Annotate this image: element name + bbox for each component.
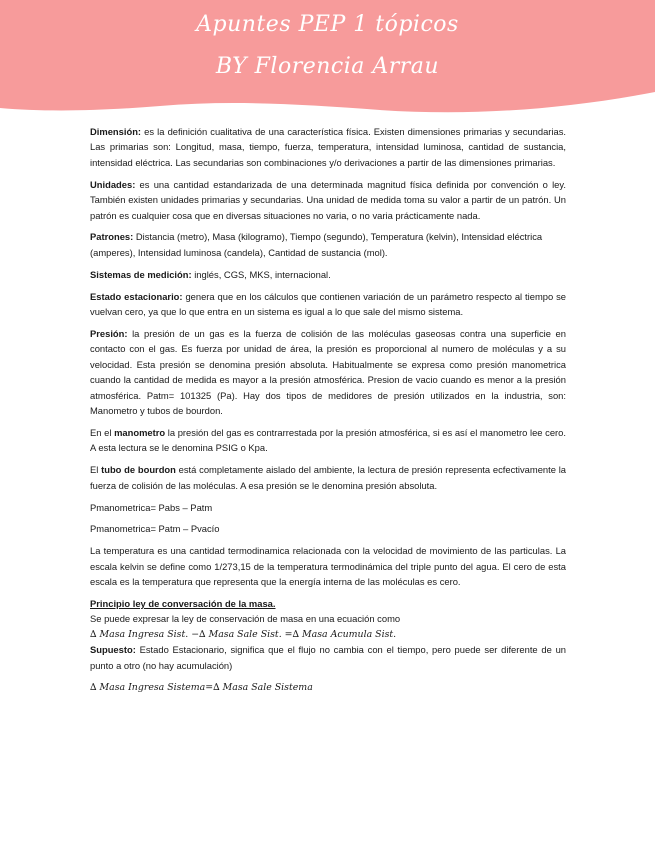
- header-banner: [0, 0, 655, 120]
- definition: es la definición cualitativa de una característica física. Existen dimensiones primarias y secundarias. Las primarias son: Longitud, masa, tiempo, fuerza, temperatura, intensidad luminosa, cantidad de sustancia, intensidad eléctrica. Las secundarias son combinaciones y/o derivaciones a partir de las dimensiones primarias.: [90, 126, 566, 168]
- term: manometro: [114, 426, 166, 438]
- term: Supuesto:: [90, 644, 136, 656]
- definition: está completamente aislado del ambiente, la lectura de presión representa ecfectivamente la fuerza de colisión de las moléculas. A esa presión se le denomina presión absoluta.: [90, 464, 566, 491]
- paragraph-temperatura: La temperatura es una cantidad termodinamica relacionada con la velocidad de movimiento de las particulas. La escala kelvin se define como 1/273,15 de la temperatura termodinámica del triple punto del agua. El cero de esta escala es la temperatura que representa que la energía interna de las moléculas es cero.: [90, 545, 566, 588]
- prefix: En el: [90, 426, 115, 438]
- term: Estado estacionario:: [90, 290, 183, 302]
- equation-estacionario: ∆ Masa Ingresa Sistema=∆ Masa Sale Sistema: [90, 681, 313, 693]
- paragraph-principio-intro: Se puede expresar la ley de conservación de masa en una ecuación como: [90, 613, 401, 625]
- paragraph-dimension: [90, 124, 566, 170]
- definition: es una cantidad estandarizada de una determinada magnitud física definida por convención o ley. También existen unidades primarias y secundarias. Una unidad de medida toma su valor a partir de un patrón. Un patrón es cualquier cosa que en diversas situaciones no varia, o no varia prácticamente nada.: [90, 178, 566, 221]
- notes-body: [90, 124, 566, 702]
- paragraph-unidades: [90, 177, 566, 223]
- definition: Estado Estacionario, significa que el flujo no cambia con el tiempo, pero puede ser diferente de un punto a otro (no hay acumulación): [90, 644, 566, 671]
- paragraph-sistemas: [90, 267, 566, 282]
- definition: inglés, CGS, MKS, internacional.: [191, 268, 331, 280]
- definition: la presión del gas es contrarrestada por la presión atmosférica, si es así el manometro lee cero. A esta lectura se le denomina PSIG o Kpa.: [90, 426, 566, 454]
- term: Unidades:: [90, 178, 136, 190]
- term: Presión:: [90, 327, 128, 339]
- equation-conservacion: ∆ Masa Ingresa Sist. −∆ Masa Sale Sist. =∆ Masa Acumula Sist.: [90, 628, 397, 640]
- paragraph-presion: [90, 326, 566, 418]
- paragraph-bourdon: [90, 462, 566, 493]
- page-subtitle: BY Florencia Arrau: [215, 54, 440, 79]
- section-heading-principio: [90, 596, 566, 611]
- definition: la presión de un gas es la fuerza de colisión de las moléculas gaseosas contra una superficie en contacto con el gas. Es fuerza por unidad de área, la presión es proporcional al numero de moléculas y a su velocidad. Esta presión se denomina presión absoluta. Habitualmente se expresa como presión manometrica cuando la cantidad de medida es mayor a la presión atmosférica. Presion de vacio cuando es menor a la presión atmosférica. Patm= 101325 (Pa). Hay dos tipos de medidores de presión utilizados en la industria, son: Manometro y tubos de bourdon.: [90, 327, 566, 416]
- term: Patrones:: [90, 231, 134, 243]
- equation-manometrica-abs: Pmanometrica= Pabs – Patm: [90, 501, 213, 513]
- definition: Distancia (metro), Masa (kilogramo), Tiempo (segundo), Temperatura (kelvin), Intensidad eléctrica (amperes), Intensidad luminosa (candela), Cantidad de sustancia (mol).: [90, 231, 543, 258]
- term: Dimensión:: [90, 126, 142, 137]
- paragraph-estado: [90, 289, 566, 320]
- equation-manometrica-vacio: Pmanometrica= Patm – Pvacío: [90, 523, 220, 535]
- page-title: Apuntes PEP 1 tópicos: [196, 12, 459, 37]
- term: tubo de bourdon: [101, 464, 176, 476]
- paragraph-patrones: [90, 229, 566, 260]
- definition: genera que en los cálculos que contienen variación de un parámetro respecto al tiempo se vuelvan cero, ya que lo que entra en un sistema es igual a lo que sale del mismo sistema.: [90, 290, 566, 318]
- paragraph-manometro: [90, 425, 566, 456]
- heading: Principio ley de conversación de la masa.: [90, 598, 276, 610]
- prefix: El: [90, 464, 102, 476]
- term: Sistemas de medición:: [90, 268, 192, 280]
- paragraph-supuesto: [90, 642, 566, 673]
